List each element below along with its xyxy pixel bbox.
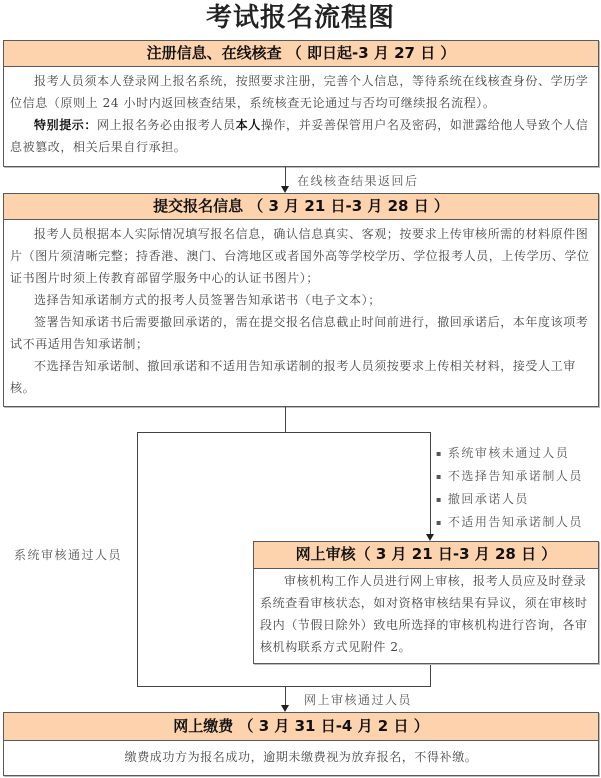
connector-label-online-pass: 网上审核通过人员 [304,693,413,707]
page-title: 考试报名流程图 [205,3,395,33]
step-review-header: 网上审核（ 3 月 21 日-3 月 28 日 ） [254,542,598,569]
loop-left-line [137,432,138,687]
step-payment-header: 网上缴费 （ 3 月 31 日-4 月 2 日 ） [4,713,598,741]
loop-right-line [430,432,431,534]
step-payment-body [4,741,598,768]
step-submit-paragraph: 签署告知承诺书后需要撤回承诺的，需在提交报名信息截止时间前进行，撤回承诺后，本年度该项考试不再适用告知承诺制； [10,315,589,351]
loop-top-line [137,432,431,433]
manual-review-item: ▪ 不选择告知承诺制人员 [436,465,583,488]
step-review-box [253,541,599,664]
loop-bottom-line [137,686,431,687]
step-register-body [4,67,598,158]
connector-line [285,687,286,706]
manual-review-list [436,442,583,534]
step-submit-box [3,193,599,407]
step-submit-header: 提交报名信息 （ 3 月 21 日-3 月 28 日 ） [4,194,598,220]
loop-right-lower-line [430,663,431,687]
step-payment-paragraph: 缴费成功方为报名成功，逾期未缴费视为放弃报名，不得补缴。 [124,750,478,764]
manual-review-item: ▪ 不适用告知承诺制人员 [436,511,583,534]
step-register-notice: 特别提示：网上报名务必由报考人员本人操作，并妥善保管用户名及密码，如泄露给他人导致个人信息被篡改，相关后果自行承担。 [10,118,589,154]
arrow-down-icon [281,705,289,712]
manual-review-item: ▪ 撤回承诺人员 [436,488,583,511]
step-submit-paragraph: 报考人员根据本人实际情况填写报名信息，确认信息真实、客观；按要求上传审核所需的材料原件图片（图片须清晰完整；持香港、澳门、台湾地区或者国外高等学校学历、学位报考人员，上传学历、学位证书图片时须上传教育部留学服务中心的认证书图片）； [10,227,590,285]
connector-label-system-pass: 系统审核通过人员 [14,548,123,562]
step-register-box [3,40,599,167]
step-register-header: 注册信息、在线核查 （ 即日起-3 月 27 日 ） [4,41,598,67]
connector-line [285,407,286,433]
connector-line [285,167,286,187]
step-submit-paragraph: 选择告知承诺制方式的报考人员签署告知承诺书（电子文本）； [34,293,381,307]
arrow-down-icon [426,534,434,541]
step-submit-paragraph: 不选择告知承诺制、撤回承诺和不适用告知承诺制的报考人员须按要求上传相关材料，接受人工审核。 [10,359,576,395]
step-submit-body [4,220,598,399]
step-payment-box [3,712,599,776]
arrow-down-icon [281,186,289,193]
notice-emphasis: 本人 [235,118,261,132]
step-review-paragraph: 审核机构工作人员进行网上审核，报考人员应及时登录系统查看审核状态，如对资格审核结果有异议，须在审核时段内（节假日除外）致电所选择的审核机构进行咨询，各审核机构联系方式见附件 2。 [260,574,588,654]
notice-label: 特别提示： [34,118,98,132]
step-review-body [254,569,598,658]
step-register-paragraph: 报考人员须本人登录网上报名系统，按照要求注册，完善个人信息，等待系统在线核查身份、学历学位信息（原则上 24 小时内返回核查结果，系统核查无论通过与否均可继续报名流程）。 [10,74,589,110]
manual-review-item: ▪ 系统审核未通过人员 [436,442,583,465]
connector-label-after-check: 在线核查结果返回后 [297,174,419,188]
